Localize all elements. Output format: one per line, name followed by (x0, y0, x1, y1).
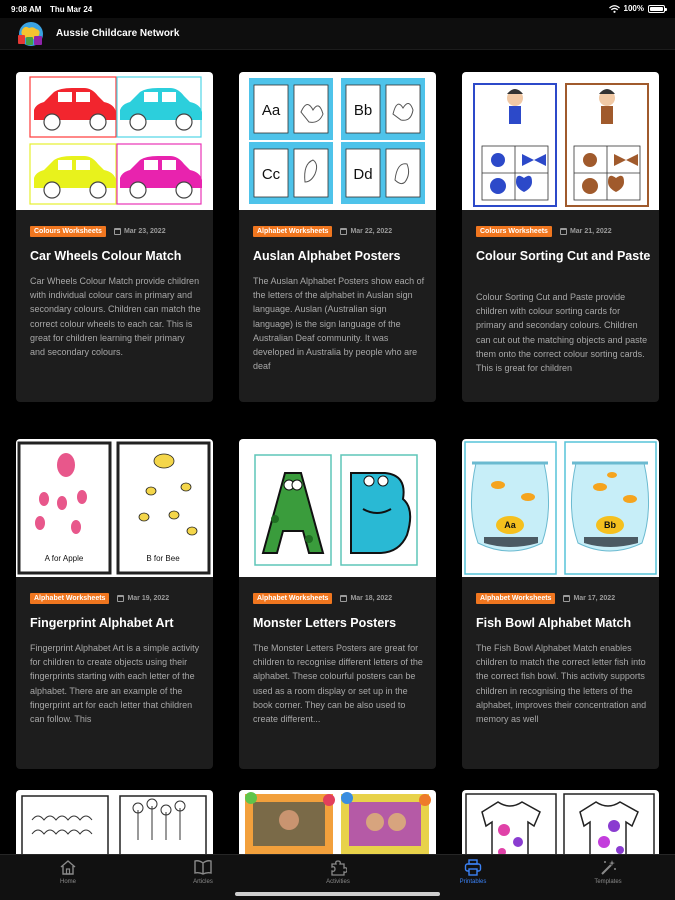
status-date: Thu Mar 24 (50, 5, 93, 14)
home-indicator[interactable] (235, 892, 440, 896)
tshirt-dots-image (462, 790, 659, 854)
colouring-page-image (16, 790, 213, 854)
post-date: Mar 23, 2022 (114, 228, 166, 235)
calendar-icon (340, 228, 347, 235)
post-date: Mar 22, 2022 (340, 228, 392, 235)
card-description: Car Wheels Colour Match provide children with individual colour cars in primary and secondary colours. Children can match the correct colour wheels to each car. This is great for children learning their primary and secondary colours. (30, 276, 201, 358)
card-meta (476, 226, 612, 237)
tab-home[interactable] (28, 859, 108, 885)
card-meta (253, 226, 392, 237)
tab-label: Home (59, 879, 76, 885)
card-title[interactable]: Colour Sorting Cut and Paste (476, 249, 651, 263)
fish-letter-bb: Bb (604, 520, 616, 530)
calendar-icon (114, 228, 121, 235)
calendar-icon (563, 595, 570, 602)
card-thumbnail (239, 439, 436, 577)
post-date: Mar 19, 2022 (117, 595, 169, 602)
printable-card[interactable] (16, 72, 213, 402)
printable-card[interactable] (462, 72, 659, 402)
tab-label: Templates (594, 879, 622, 885)
letter-aa: Aa (261, 102, 281, 119)
printer-icon (464, 859, 482, 876)
puzzle-icon (329, 859, 347, 876)
monster-letter-b: B (379, 571, 380, 572)
post-date: Mar 21, 2022 (560, 228, 612, 235)
card-title[interactable]: Monster Letters Posters (253, 616, 397, 630)
status-time: 9:08 AM (11, 5, 42, 14)
book-icon (193, 859, 213, 876)
calendar-icon (117, 595, 124, 602)
colour-sorting-image (462, 72, 659, 210)
card-title[interactable]: Fingerprint Alphabet Art (30, 616, 174, 630)
tab-activities[interactable] (298, 859, 378, 885)
caption-a-for-apple: A for Apple (44, 554, 84, 563)
app-title: Aussie Childcare Network (56, 28, 180, 39)
status-right (609, 4, 665, 13)
tab-printables[interactable] (433, 859, 513, 885)
fish-bowl-image (462, 439, 659, 577)
home-icon (59, 859, 77, 876)
category-badge[interactable]: Colours Worksheets (476, 226, 552, 237)
printable-card[interactable] (16, 439, 213, 769)
printables-grid[interactable] (0, 50, 675, 854)
caption-b-for-bee: B for Bee (146, 554, 180, 563)
card-title[interactable]: Car Wheels Colour Match (30, 249, 182, 263)
card-thumbnail (239, 72, 436, 210)
colour-cars-image (16, 72, 213, 210)
card-meta (253, 593, 392, 604)
card-thumbnail (16, 439, 213, 577)
category-badge[interactable]: Colours Worksheets (30, 226, 106, 237)
card-description: The Auslan Alphabet Posters show each of the letters of the alphabet in Auslan sign language. Auslan (Australian sign language) is the sign language of the Australian Deaf community. It was developed in Australia by people who are deaf (253, 276, 425, 372)
letter-cc: Cc (261, 166, 281, 183)
letter-dd: Dd (353, 166, 373, 183)
monster-letters-image (239, 439, 436, 577)
tab-label: Printables (459, 879, 487, 885)
category-badge[interactable]: Alphabet Worksheets (30, 593, 109, 604)
magic-wand-icon (599, 859, 617, 876)
fish-letter-aa: Aa (504, 520, 516, 530)
card-thumbnail (16, 790, 213, 854)
post-date: Mar 17, 2022 (563, 595, 615, 602)
app-header (0, 18, 675, 50)
card-title[interactable]: Auslan Alphabet Posters (253, 249, 401, 263)
card-meta (30, 226, 166, 237)
card-title[interactable]: Fish Bowl Alphabet Match (476, 616, 632, 630)
category-badge[interactable]: Alphabet Worksheets (476, 593, 555, 604)
card-description: The Monster Letters Posters are great for children to recognise different letters of the alphabet. These colourful posters can be used as a room display or set up in the book corner. They can be also used to create different... (253, 643, 423, 725)
calendar-icon (340, 595, 347, 602)
fingerprint-art-image (16, 439, 213, 577)
card-description: Fingerprint Alphabet Art is a simple activity for children to create objects using their fingerprints starting with each letter of the alphabet. There are an example of the fingerprint art for each letter that children can follow. This (30, 643, 200, 725)
category-badge[interactable]: Alphabet Worksheets (253, 593, 332, 604)
card-thumbnail (239, 790, 436, 854)
app-logo[interactable] (14, 21, 48, 47)
tab-label: Activities (326, 879, 350, 885)
status-bar (0, 0, 675, 18)
monster-letter-a: A (293, 571, 294, 572)
wifi-icon (609, 5, 620, 13)
post-date: Mar 18, 2022 (340, 595, 392, 602)
tab-articles[interactable] (163, 859, 243, 885)
tab-templates[interactable] (568, 859, 648, 885)
auslan-posters-image (239, 72, 436, 210)
card-thumbnail (462, 790, 659, 854)
card-thumbnail (462, 439, 659, 577)
calendar-icon (560, 228, 567, 235)
printable-card[interactable] (239, 439, 436, 769)
category-badge[interactable]: Alphabet Worksheets (253, 226, 332, 237)
printable-card[interactable] (462, 439, 659, 769)
battery-icon (648, 5, 665, 13)
tab-label: Articles (193, 879, 213, 885)
photo-frames-image (239, 790, 436, 854)
printable-card[interactable] (239, 790, 436, 854)
printable-card[interactable] (462, 790, 659, 854)
card-description: Colour Sorting Cut and Paste provide children with colour sorting cards for primary and secondary colours. Children can cut out the matching objects and paste them onto the correct colour sorting cards. This is great for children (476, 292, 648, 374)
card-thumbnail (462, 72, 659, 210)
card-meta (30, 593, 169, 604)
card-description: The Fish Bowl Alphabet Match enables children to match the correct letter fish into the correct fish bowl. This activity supports children in recognising the letters of the alphabet, improves their concentration and memory as well (476, 643, 647, 725)
letter-bb: Bb (353, 102, 373, 119)
battery-percent: 100% (623, 4, 644, 13)
printable-card[interactable] (239, 72, 436, 402)
printable-card[interactable] (16, 790, 213, 854)
card-thumbnail (16, 72, 213, 210)
card-meta (476, 593, 615, 604)
